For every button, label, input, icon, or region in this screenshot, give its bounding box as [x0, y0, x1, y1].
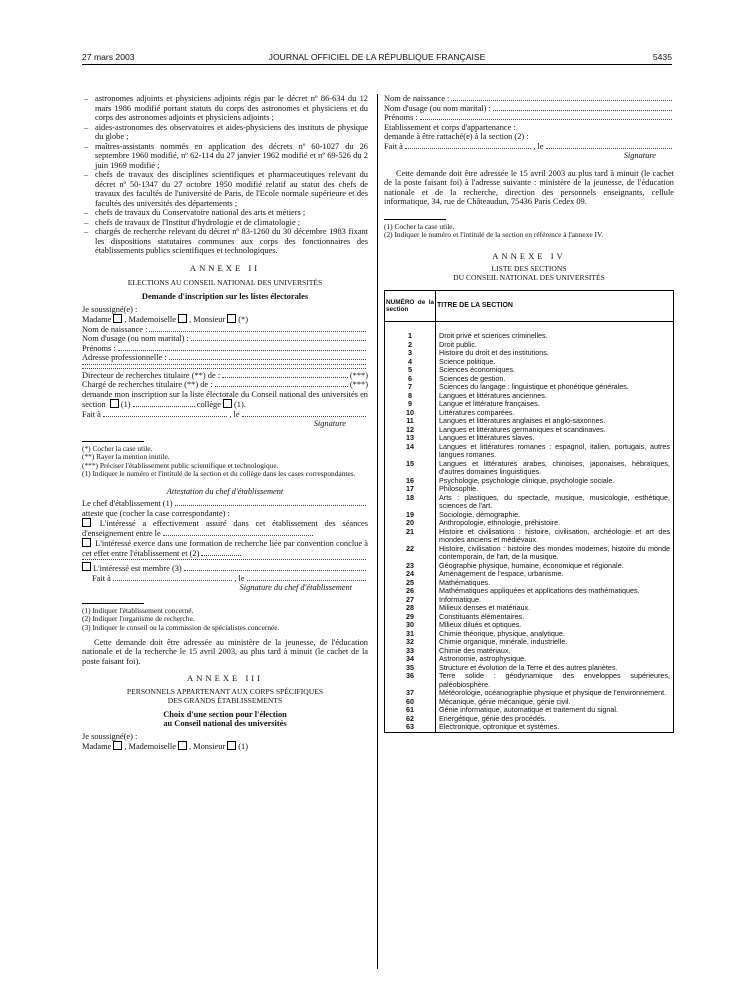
- section-title: Géographie physique, humaine, économique et régionale.: [436, 562, 674, 571]
- section-title: Langues et littératures anciennes.: [436, 392, 674, 401]
- table-row: [385, 494, 674, 511]
- table-row: [385, 613, 674, 622]
- section-title: Mathématiques appliquées et applications des mathématiques.: [436, 587, 674, 596]
- section-number: 27: [385, 596, 436, 605]
- note-ref: (***): [349, 370, 368, 380]
- field-label: Adresse professionnelle :: [82, 353, 167, 362]
- corps-list: [82, 94, 368, 256]
- section-number: 18: [385, 494, 436, 511]
- field-label: Nom de naissance :: [82, 324, 148, 334]
- option-text: L'intéressé a effectivement assuré dans cet établissement des séances d'enseignement entre le: [82, 519, 369, 538]
- field-label: , le: [229, 409, 240, 419]
- table-row: [385, 460, 674, 477]
- option-text: L'intéressé est membre (3): [93, 564, 182, 574]
- section-title: Histoire du droit et des institutions.: [436, 349, 674, 358]
- section-title: Mécanique, génie mécanique, génie civil.: [436, 698, 674, 707]
- monsieur-checkbox[interactable]: [227, 741, 236, 750]
- section-title: Langues et littératures romanes : espagnol, italien, portugais, autres langues romanes.: [436, 443, 674, 460]
- table-row: [385, 366, 674, 375]
- option-2-checkbox[interactable]: [82, 538, 91, 547]
- header-journal-title: JOURNAL OFFICIEL DE LA RÉPUBLIQUE FRANÇAISE: [268, 52, 486, 62]
- note-ref: (***): [349, 380, 368, 389]
- fait-a-field-2[interactable]: [82, 574, 368, 584]
- section-field[interactable]: [133, 406, 195, 407]
- section-title: Histoire et civilisations : histoire, civilisation, archéologie et art des mondes anciens et médiévaux.: [436, 528, 674, 545]
- section-number: 24: [385, 570, 436, 579]
- section-number: 9: [385, 400, 436, 409]
- section-title: Chimie organique, minérale, industrielle.: [436, 638, 674, 647]
- table-row: [385, 332, 674, 341]
- section-title: Météorologie, océanographie physique et physique de l'environnement.: [436, 689, 674, 698]
- option-2: [82, 538, 368, 558]
- section-number: 28: [385, 604, 436, 613]
- mademoiselle-checkbox[interactable]: [178, 314, 187, 323]
- section-title: Constituants élémentaires.: [436, 613, 674, 622]
- section-number: 5: [385, 366, 436, 375]
- etablissement-label: Etablissement et corps d'appartenance :: [384, 122, 516, 132]
- section-title: Science politique.: [436, 358, 674, 367]
- table-row: [385, 358, 674, 367]
- section-title: Chimie des matériaux.: [436, 647, 674, 656]
- footnote: (*) Cocher la case utile.: [82, 443, 153, 453]
- demande-text: demande mon inscription sur la liste électorale du Conseil national des universités en section: [82, 389, 368, 409]
- civility-line: [82, 314, 368, 325]
- section-number: 61: [385, 706, 436, 715]
- signature-chef-label: Signature du chef d'établissement: [239, 583, 352, 593]
- list-item: – chefs de travaux de l'Institut d'hydrologie et de climatologie ;: [95, 218, 368, 228]
- section-title: Astronomie, astrophysique.: [436, 655, 674, 664]
- charge-field[interactable]: [82, 380, 368, 390]
- college-checkbox[interactable]: [223, 399, 232, 408]
- sections-table: [384, 290, 674, 733]
- mademoiselle-checkbox[interactable]: [178, 741, 187, 750]
- table-row: [385, 443, 674, 460]
- table-row: [385, 570, 674, 579]
- demande-line: demande mon inscription sur la liste électorale du Conseil national des universités en section (1) collège (1).: [82, 389, 368, 409]
- footnote-rule: [82, 441, 144, 442]
- table-row: [385, 672, 674, 689]
- signature-label: Signature: [313, 419, 346, 428]
- list-item: – maîtres-assistants nommés en application des décrets nº 60-1027 du 26 septembre 1960 modifié, nº 62-114 du 27 janvier 1962 modifié et nº 69-526 du 2 juin 1969 modifié ;: [95, 142, 368, 171]
- civility-note-ref: (*): [238, 315, 249, 324]
- section-title: Droit public.: [436, 341, 674, 350]
- prenoms-field-3[interactable]: [384, 113, 674, 123]
- column-header-numero: NUMÉRO de la section: [385, 291, 436, 322]
- list-item: – chefs de travaux des disciplines scientifiques et pharmaceutiques relevant du décret nº 50-1347 du 27 octobre 1950 modifié relatif au statut des chefs de travaux des facultés de l'université de Paris, de l'Ecole normale supérieure et des facultés des universités des départements ;: [95, 170, 368, 208]
- footnotes-2: [82, 607, 368, 633]
- section-title: Sciences du langage : linguistique et phonétique générales.: [436, 383, 674, 392]
- section-number: 60: [385, 698, 436, 707]
- section-number: 23: [385, 562, 436, 571]
- section-number: 10: [385, 409, 436, 418]
- section-title: Aménagement de l'espace, urbanisme.: [436, 570, 674, 579]
- section-number: 21: [385, 528, 436, 545]
- section-number: 8: [385, 392, 436, 401]
- table-row: [385, 349, 674, 358]
- field-label: Chargé de recherches titulaire (**) de :: [82, 380, 213, 389]
- list-item: – chargés de recherche relevant du décret nº 83-1260 du 30 décembre 1983 fixant les dispositions statutaires communes aux corps des fonctionnaires des établissements publics scientifiques et technologiques.: [95, 227, 368, 256]
- section-title: Philosophie.: [436, 485, 674, 494]
- section-number: 26: [385, 587, 436, 596]
- option-2-field[interactable]: [201, 555, 241, 556]
- section-title: Histoire, civilisation : histoire des mondes modernes, histoire du monde contemporain, de l'art, de la musique.: [436, 545, 674, 562]
- section-title: Mathématiques.: [436, 579, 674, 588]
- fait-a-field[interactable]: [82, 410, 368, 420]
- footnote: (2) Indiquer l'organisme de recherche.: [82, 614, 195, 624]
- section-title: Arts : plastiques, du spectacle, musique, musicologie, esthétique, sciences de l'art.: [436, 494, 674, 511]
- section-number: 3: [385, 349, 436, 358]
- nom-naissance-field[interactable]: [82, 325, 368, 335]
- table-row: [385, 587, 674, 596]
- madame-label: Madame: [82, 315, 112, 324]
- mademoiselle-label: , Mademoiselle: [124, 315, 176, 324]
- nom-usage-field[interactable]: [82, 334, 368, 344]
- attestation-title: Attestation du chef d'établissement: [166, 486, 284, 496]
- option-3: [82, 562, 368, 574]
- annexe-4-title: ANNEXE IV: [492, 250, 566, 261]
- footnote: (**) Rayer la mention inutile.: [82, 452, 170, 462]
- section-number: 30: [385, 621, 436, 630]
- monsieur-label: , Monsieur: [188, 315, 226, 324]
- section-number: 2: [385, 341, 436, 350]
- civility-note-ref: (1): [238, 742, 249, 752]
- section-title: Electronique, optronique et systèmes.: [436, 723, 674, 732]
- section-number: 34: [385, 655, 436, 664]
- annexe-3-subtitle-2: DES GRANDS ÉTABLISSEMENTS: [167, 695, 283, 705]
- section-title: Langues et littératures germaniques et scandinaves.: [436, 426, 674, 435]
- table-row: [385, 723, 674, 732]
- section-checkbox[interactable]: [110, 399, 119, 408]
- section-number: 29: [385, 613, 436, 622]
- soussigne-label: Je soussigné(e) :: [82, 304, 138, 314]
- section-number: 4: [385, 358, 436, 367]
- annexe-4-subtitle-1: LISTE DES SECTIONS: [491, 264, 567, 274]
- footnote: (2) Indiquer le numéro et l'intitulé de la section en référence à l'annexe IV.: [384, 230, 604, 240]
- table-row: [385, 545, 674, 562]
- field-label: , le: [533, 141, 544, 151]
- footnote-rule-2: [82, 603, 144, 604]
- nom-naissance-field-3[interactable]: [384, 94, 674, 104]
- field-label: , le: [234, 573, 245, 583]
- section-number: 36: [385, 672, 436, 689]
- section-number: 32: [385, 638, 436, 647]
- field-label: Fait à: [82, 409, 101, 419]
- column-header-titre: TITRE DE LA SECTION: [436, 291, 674, 322]
- field-label: Prénoms :: [82, 343, 116, 353]
- section-title: Anthropologie, ethnologie, préhistoire.: [436, 519, 674, 528]
- section-title: Milieux denses et matériaux.: [436, 604, 674, 613]
- footnotes-3: [384, 223, 674, 240]
- right-column: [384, 94, 674, 733]
- section-number: 37: [385, 689, 436, 698]
- section-title: Chimie théorique, physique, analytique.: [436, 630, 674, 639]
- section-number: 15: [385, 460, 436, 477]
- footnote: (1) Cocher la case utile.: [384, 221, 455, 231]
- annexe-2-title: ANNEXE II: [189, 262, 261, 273]
- prenoms-field[interactable]: [82, 344, 368, 354]
- header-date: 27 mars 2003: [82, 52, 135, 62]
- option-3-checkbox[interactable]: [82, 562, 91, 571]
- directeur-field[interactable]: [82, 371, 368, 381]
- list-item: – chefs de travaux du Conservatoire national des arts et métiers ;: [95, 208, 368, 218]
- field-label: Le chef d'établissement (1): [82, 499, 173, 509]
- section-title: Sciences économiques.: [436, 366, 674, 375]
- monsieur-checkbox[interactable]: [227, 314, 236, 323]
- section-number: 17: [385, 485, 436, 494]
- atteste-label: atteste que (cocher la case correspondante) :: [82, 508, 230, 518]
- footnote-rule-3: [384, 219, 446, 220]
- list-item: – aides-astronomes des observatoires et aides-physiciens des instituts de physique du globe ;: [95, 123, 368, 142]
- fait-a-field-3[interactable]: [384, 142, 674, 152]
- section-title: Langues et littératures anglaises et anglo-saxonnes.: [436, 417, 674, 426]
- signature-label-3: Signature: [623, 151, 656, 160]
- college-label: collège: [196, 400, 221, 409]
- nom-usage-field-3[interactable]: [384, 104, 674, 114]
- section-title: Droit privé et sciences criminelles.: [436, 332, 674, 341]
- section-title: Littératures comparées.: [436, 409, 674, 418]
- mademoiselle-label: , Mademoiselle: [124, 742, 176, 752]
- section-title: Energétique, génie des procédés.: [436, 715, 674, 724]
- note-ref: (1): [233, 400, 244, 409]
- table-row: [385, 477, 674, 486]
- rattache-label: demande à être rattaché(e) à la section (2) :: [384, 132, 529, 141]
- monsieur-label: , Monsieur: [188, 742, 226, 752]
- chef-etablissement-field[interactable]: [82, 499, 368, 509]
- soussigne-label-3: Je soussigné(e) :: [82, 731, 138, 741]
- field-label: Nom de naissance :: [384, 94, 450, 103]
- cette-demande-text-3: Cette demande doit être adressée le 15 avril 2003 au plus tard à minuit (le cachet de la poste faisant foi) à l'adresse suivante : ministère de la jeunesse, de l'éducation nationale et de la recherche, direction des personnels enseignants, cellule informatique, 34, rue de Châteaudun, 75436 Paris Cedex 09.: [384, 168, 674, 206]
- annexe-3-title: ANNEXE III: [186, 673, 264, 684]
- option-text: L'intéressé exerce dans une formation de recherche liée par convention conclue à cet effet entre l'établissement et (2): [82, 539, 369, 558]
- section-number: 35: [385, 664, 436, 673]
- adresse-field[interactable]: [82, 353, 368, 363]
- section-title: Milieux dilués et optiques.: [436, 621, 674, 630]
- madame-label: Madame: [82, 742, 112, 752]
- choix-title-2: au Conseil national des universités: [163, 719, 287, 729]
- annexe-4-subtitle-2: DU CONSEIL NATIONAL DES UNIVERSITÉS: [453, 273, 605, 283]
- section-title: Sciences de gestion.: [436, 375, 674, 384]
- section-number: 16: [385, 477, 436, 486]
- section-title: Génie informatique, automatique et traitement du signal.: [436, 706, 674, 715]
- table-row: [385, 638, 674, 647]
- table-row: [385, 647, 674, 656]
- footnote: (1) Indiquer l'établissement concerné.: [82, 605, 194, 615]
- left-column: [82, 94, 368, 752]
- section-number: 1: [385, 332, 436, 341]
- section-title: Structure et évolution de la Terre et des autres planètes.: [436, 664, 674, 673]
- footnote: (3) Indiquer le conseil ou la commission de spécialistes concernée.: [82, 623, 280, 633]
- section-number: 20: [385, 519, 436, 528]
- section-number: 31: [385, 630, 436, 639]
- section-number: 6: [385, 375, 436, 384]
- header-page-number: 5435: [652, 52, 672, 62]
- section-title: Sociologie, démographie.: [436, 511, 674, 520]
- table-row: [385, 400, 674, 409]
- section-number: 25: [385, 579, 436, 588]
- section-number: 33: [385, 647, 436, 656]
- option-1-field[interactable]: [163, 535, 313, 536]
- section-title: Langues et littératures slaves.: [436, 434, 674, 443]
- section-number: 19: [385, 511, 436, 520]
- section-number: 13: [385, 434, 436, 443]
- field-label: Fait à: [92, 573, 111, 583]
- field-label: Directeur de recherches titulaire (**) de :: [82, 370, 221, 380]
- section-title: Terre solide : géodynamique des enveloppes supérieures, paléobiosphère.: [436, 672, 674, 689]
- list-item: – astronomes adjoints et physiciens adjoints régis par le décret nº 86-634 du 12 mars 1986 modifié portant statuts du corps des astronomes et physiciens et du corps des astronomes adjoints et physiciens adjoints ;: [95, 94, 368, 123]
- footnote: (***) Préciser l'établissement public scientifique et technologique.: [82, 460, 279, 470]
- table-row: [385, 528, 674, 545]
- section-title: Psychologie, psychologie clinique, psychologie sociale.: [436, 477, 674, 486]
- form-title: Demande d'inscription sur les listes électorales: [141, 292, 309, 301]
- section-number: 62: [385, 715, 436, 724]
- annexe-2-subtitle: ELECTIONS AU CONSEIL NATIONAL DES UNIVERSITÉS: [127, 278, 323, 287]
- option-1: [82, 518, 368, 538]
- note-ref: (1): [120, 400, 131, 409]
- field-label: Nom d'usage (ou nom marital) :: [82, 334, 189, 343]
- section-number: 14: [385, 443, 436, 460]
- cette-demande-text: Cette demande doit être adressée au ministère de la jeunesse, de l'éducation nationale et de la recherche le 15 avril 2003, au plus tard à minuit (le cachet de la poste faisant foi).: [82, 637, 368, 666]
- section-title: Informatique.: [436, 596, 674, 605]
- field-label: Nom d'usage (ou nom marital) :: [384, 103, 491, 113]
- header-rule: [82, 64, 672, 65]
- section-number: 7: [385, 383, 436, 392]
- option-1-checkbox[interactable]: [82, 518, 91, 527]
- madame-checkbox[interactable]: [113, 314, 122, 323]
- choix-title-1: Choix d'une section pour l'élection: [163, 709, 287, 719]
- table-row: [385, 604, 674, 613]
- section-number: 12: [385, 426, 436, 435]
- footnote: (1) Indiquer le numéro et l'intitulé de la section et du collège dans les cases correspondantes.: [82, 469, 356, 479]
- section-title: Langue et littérature françaises.: [436, 400, 674, 409]
- field-label: Fait à: [384, 141, 403, 151]
- section-number: 22: [385, 545, 436, 562]
- column-divider: [377, 94, 378, 969]
- annexe-3-subtitle-1: PERSONNELS APPARTENANT AUX CORPS SPÉCIFIQUES: [126, 686, 324, 696]
- civility-line-3: [82, 741, 368, 752]
- section-number: 63: [385, 723, 436, 732]
- madame-checkbox[interactable]: [113, 741, 122, 750]
- section-number: 11: [385, 417, 436, 426]
- section-title: Langues et littératures arabes, chinoises, japonaises, hébraïques, d'autres domaines linguistiques.: [436, 460, 674, 477]
- field-label: Prénoms :: [384, 113, 418, 122]
- footnotes: [82, 445, 368, 479]
